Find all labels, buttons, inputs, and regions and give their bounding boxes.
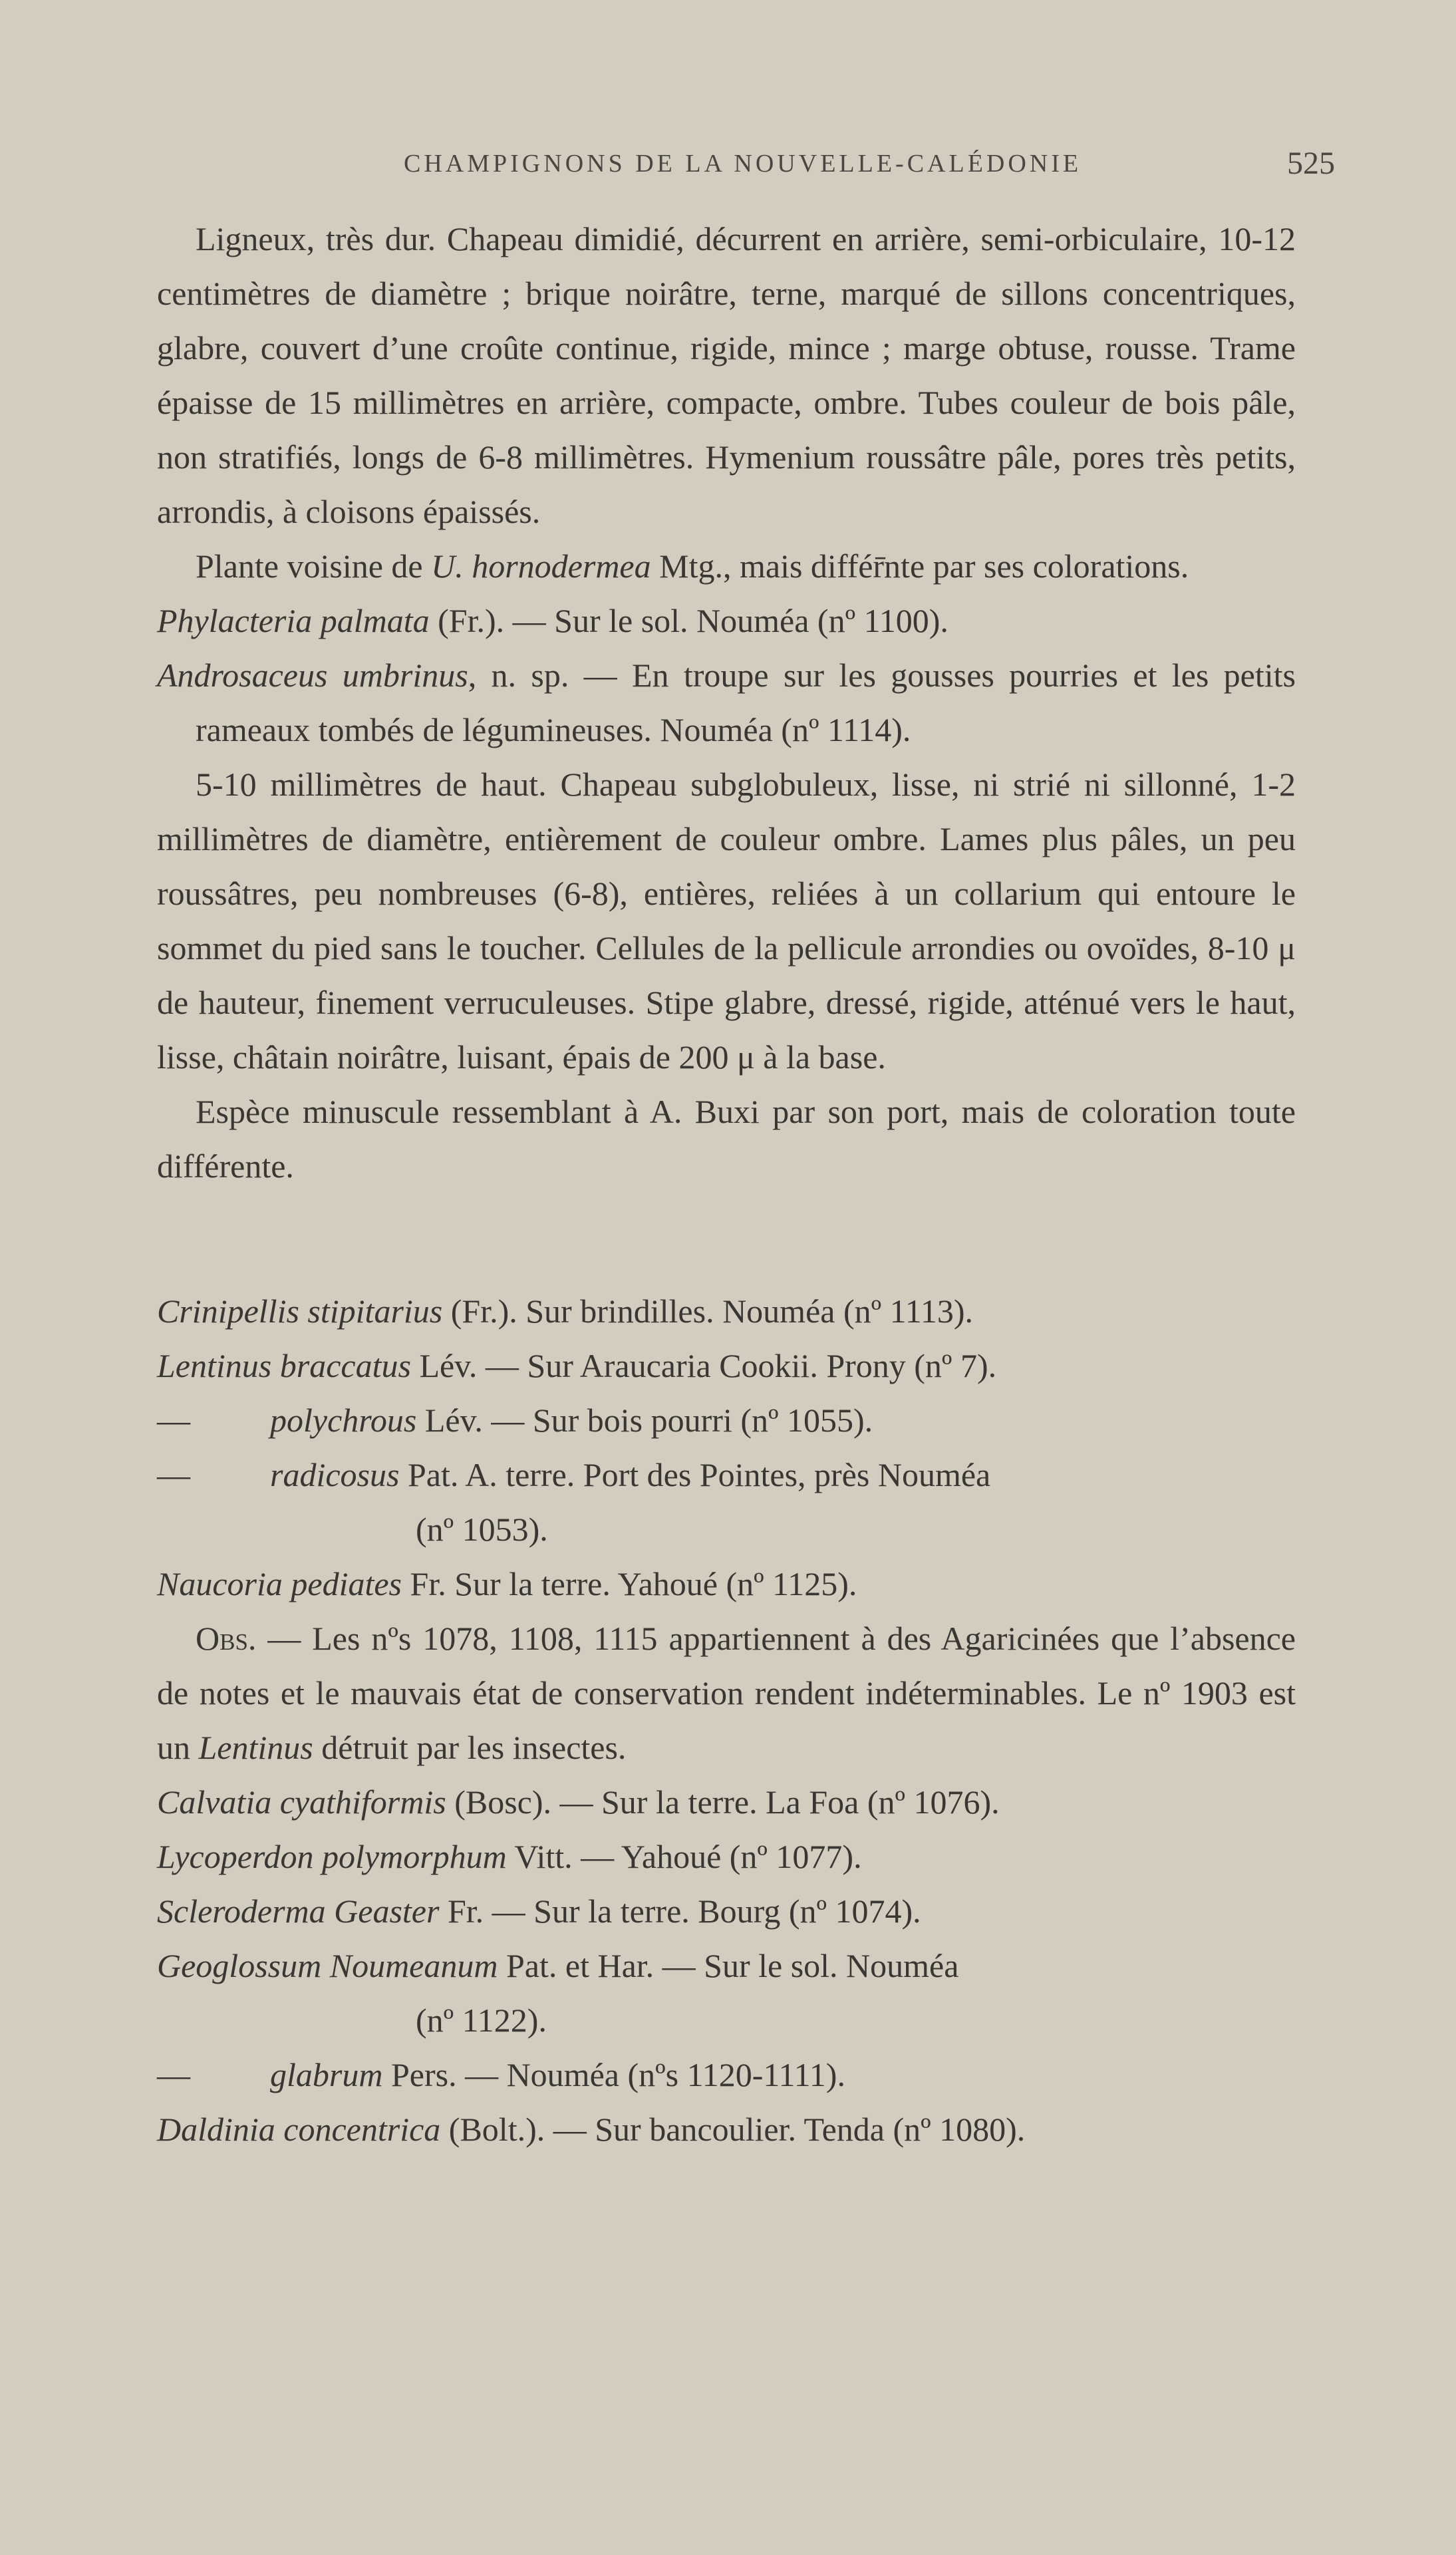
species-entry (157, 2047, 1296, 2102)
species-entry (157, 1775, 1296, 1829)
species-entry (157, 593, 1296, 648)
taxon-name: Lycoperdon polymorphum (157, 1838, 507, 1875)
page-header (0, 145, 1456, 185)
entry-number: (nº 1122). (416, 2002, 547, 2039)
paragraph-comparison (157, 539, 1296, 593)
ditto-dash: — (157, 1402, 190, 1439)
taxon-name: polychrous (270, 1402, 417, 1439)
entry-text: Fr. — Sur la terre. Bourg (nº 1074). (439, 1892, 921, 1930)
species-entry (157, 1338, 1296, 1393)
entry-text: Pers. — Nouméa (nºs 1120-1111). (382, 2056, 845, 2093)
taxon-name: Crinipellis stipitarius (157, 1292, 443, 1330)
entry-text: (Bosc). — Sur la terre. La Foa (nº 1076). (446, 1783, 1000, 1821)
running-title: CHAMPIGNONS DE LA NOUVELLE-CALÉDONIE (404, 150, 1082, 178)
taxon-name: Phylacteria palmata (157, 602, 430, 639)
entry-text: (Fr.). — Sur le sol. Nouméa (nº 1100). (429, 602, 948, 639)
taxon-name: Geoglossum Noumeanum (157, 1947, 498, 1984)
text: — Les nºs 1078, 1108, 1115 appartiennent à des Agaricinées que l’absence de notes et le mauvais état de conservation rendent indéterminables. Le nº 1903 est un (157, 1620, 1296, 1766)
body-text (157, 212, 1296, 2157)
page-number: 525 (1287, 146, 1335, 181)
entry-text: , n. sp. — En troupe sur les gousses pourries et les petits rameaux tombés de légumineuses. Nouméa (nº 1114). (196, 657, 1296, 748)
paragraph-remark: Espèce minuscule ressemblant à A. Buxi par son port, mais de coloration toute différente. (157, 1093, 1296, 1185)
entry-text: Vitt. — Yahoué (nº 1077). (506, 1838, 862, 1875)
species-entry (157, 2102, 1296, 2157)
taxon-name: U. hornodermea (431, 547, 651, 585)
species-entry (157, 1829, 1296, 1884)
species-entry (157, 1884, 1296, 1938)
ditto-dash: — (157, 2056, 190, 2093)
entry-text: Pat. A. terre. Port des Pointes, près Nouméa (399, 1456, 991, 1493)
text: Plante voisine de (196, 547, 432, 585)
species-entry (157, 1557, 1296, 1611)
taxon-name: glabrum (270, 2056, 383, 2093)
taxon-name: Scleroderma Geaster (157, 1892, 440, 1930)
species-entry (157, 1938, 1296, 1993)
text: détruit par les insectes. (313, 1729, 627, 1766)
ditto-dash: — (157, 1456, 190, 1493)
obs-label: Obs. (196, 1620, 257, 1657)
spacer (157, 1193, 1296, 1284)
species-entry (157, 1447, 1296, 1502)
species-entry (157, 1393, 1296, 1447)
observation-note (157, 1611, 1296, 1775)
paragraph-description: 5-10 millimètres de haut. Chapeau subglobuleux, lisse, ni strié ni sillonné, 1-2 millimètres de diamètre, entièrement de couleur ombre. Lames plus pâles, un peu roussâtres, peu nombreuses (6-8), entières, reliées à un collarium qui entoure le sommet du pied sans le toucher. Cellules de la pellicule arrondies ou ovoïdes, 8-10 μ de hauteur, finement verruculeuses. Stipe glabre, dressé, rigide, atténué vers le haut, lisse, châtain noirâtre, luisant, épais de 200 μ à la base. (157, 766, 1296, 1076)
taxon-name: Androsaceus umbrinus (157, 657, 468, 694)
taxon-name: Calvatia cyathiformis (157, 1783, 446, 1821)
taxon-name: Daldinia concentrica (157, 2111, 441, 2148)
entry-number: (nº 1053). (416, 1511, 548, 1548)
entry-text: Pat. et Har. — Sur le sol. Nouméa (498, 1947, 959, 1984)
species-entry (157, 1284, 1296, 1338)
paragraph-description: Ligneux, très dur. Chapeau dimidié, décurrent en arrière, semi-orbiculaire, 10-12 centimètres de diamètre ; brique noirâtre, terne, marqué de sillons concentriques, glabre, couvert d’une croûte continue, rigide, mince ; marge obtuse, rousse. Trame épaisse de 15 millimètres en arrière, compacte, ombre. Tubes couleur de bois pâle, non stratifiés, longs de 6-8 millimètres. Hymenium roussâtre pâle, pores très petits, arrondis, à cloisons épaissés. (157, 220, 1296, 530)
text: Mtg., mais différ̄nte par ses colorations. (651, 547, 1189, 585)
taxon-name: Lentinus braccatus (157, 1347, 411, 1384)
species-entry (157, 648, 1296, 757)
taxon-name: radicosus (270, 1456, 400, 1493)
entry-text: (Bolt.). — Sur bancoulier. Tenda (nº 1080). (440, 2111, 1026, 2148)
entry-text: Fr. Sur la terre. Yahoué (nº 1125). (402, 1565, 857, 1602)
entry-text: (Fr.). Sur brindilles. Nouméa (nº 1113). (442, 1292, 974, 1330)
taxon-name: Naucoria pediates (157, 1565, 402, 1602)
entry-text: Lév. — Sur Araucaria Cookii. Prony (nº 7). (410, 1347, 997, 1384)
taxon-name: Lentinus (198, 1729, 313, 1766)
entry-text: Lév. — Sur bois pourri (nº 1055). (416, 1402, 873, 1439)
